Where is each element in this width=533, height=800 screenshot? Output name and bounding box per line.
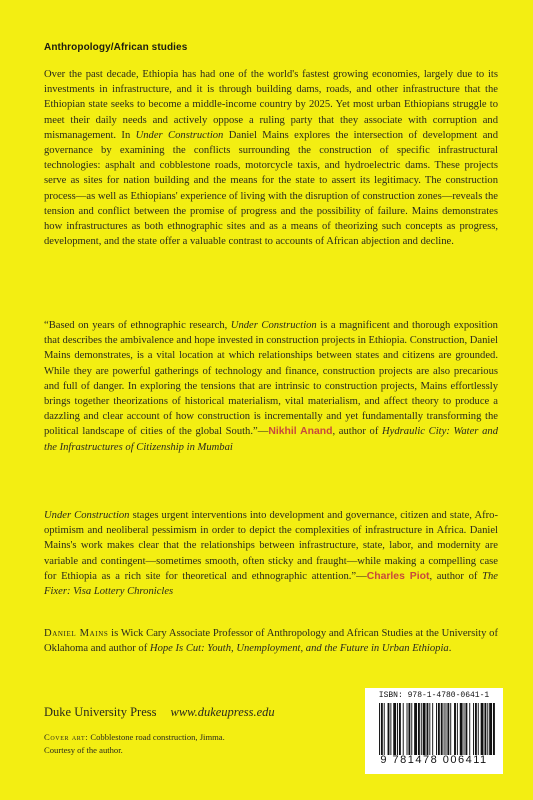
barcode-bar: [465, 703, 467, 755]
endorsement-1-endorser-book: Hydraulic City: Water and the Infrastructures of Citizenship in Mumbai: [44, 426, 499, 453]
barcode-bar: [450, 703, 451, 755]
endorser-name-piot: Charles Piot: [366, 570, 430, 582]
barcode-bar: [393, 703, 396, 755]
endorsement-2-text: stages urgent interventions into development and governance, citizen and state, Afro-optimism and neoliberal pessimism in order to depict the complexities of infrastructure in Africa. Daniel Mains's work makes clear that the relationships between infrastructure, state, labor, and modernity are variable and contingent—sometimes smooth, often sticky and fraught—while making a compelling case for Ethiopia as a rich site for theoretical and ethnographic attention.”—: [44, 510, 498, 582]
isbn-label: ISBN: 978-1-4780-0641-1: [378, 691, 490, 700]
category-label: Anthropology/African studies: [44, 42, 188, 53]
barcode-bar: [381, 703, 383, 755]
barcode-bar: [423, 703, 426, 755]
barcode-bar: [384, 703, 385, 755]
cover-credit-label: Cover art:: [44, 732, 89, 742]
barcode-bar: [407, 703, 408, 755]
publisher-url: www.dukeupress.edu: [170, 705, 275, 719]
barcode-bar: [473, 703, 474, 755]
barcode-bar: [388, 703, 390, 755]
description-book-title: Under Construction: [135, 129, 224, 141]
barcode-bar: [441, 703, 443, 755]
barcode-bar: [447, 703, 449, 755]
barcode-bar: [418, 703, 420, 755]
endorsement-2-book-title: Under Construction: [44, 510, 130, 521]
author-name: Daniel Mains: [44, 628, 109, 639]
barcode-bar: [403, 703, 404, 755]
endorser-name-anand: Nikhil Anand: [268, 426, 333, 438]
description-text-1: Over the past decade, Ethiopia has had one of the world's fastest growing economies, largely due to its investments in infrastructure, and it is through building dams, roads, and other infrastructure that the Ethiopian state seeks to become a middle-income country by 2025. Yet most urban Ethiopians struggle to meet their daily needs and actively oppose a ruling party that they associate with corruption and mismanagement. In: [44, 69, 498, 141]
barcode-bar: [436, 703, 437, 755]
endorsement-piot: [44, 508, 498, 599]
barcode-digits: 9 781478 006411: [380, 754, 488, 766]
book-description: [44, 67, 498, 249]
barcode: [365, 688, 503, 774]
barcode-bars: [379, 703, 495, 755]
barcode-bar: [478, 703, 479, 755]
barcode-bar: [475, 703, 477, 755]
author-bio-text: is Wick Cary Associate Professor of Anthropology and African Studies at the University of Oklahoma and author of: [44, 628, 498, 655]
barcode-bar: [408, 703, 410, 755]
barcode-bar: [484, 703, 486, 755]
barcode-bar: [379, 703, 380, 755]
barcode-bar: [481, 703, 484, 755]
cover-credit-courtesy: Courtesy of the author.: [44, 745, 123, 755]
endorsement-2-author-of: , author of: [429, 570, 483, 582]
barcode-bar: [399, 703, 401, 755]
barcode-bar: [397, 703, 398, 755]
barcode-bar: [414, 703, 417, 755]
barcode-bar: [390, 703, 391, 755]
endorsement-anand: [44, 318, 498, 455]
cover-credit-text: Cobblestone road construction, Jimma.: [88, 732, 225, 742]
description-text-2: Daniel Mains explores the intersection of development and governance by examining the conflicts surrounding the construction of specific infrastructural technologies: asphalt and cobblestone roads, motorcycle taxis, and hydroelectric dams. These projects serve as sites for nation building and the means for the state to assert its legitimacy. The construction process—as well as Ethiopians' experience of living with the disruption of construction zones—reveals the tension and conflict between the promise of progress and the possibility of failure. Mains demonstrates how infrastructures as both ethnographic sites and as a means of theorizing such concepts as progress, development, and the state offer a valuable contrast to accounts of African abjection and decline.: [44, 129, 498, 248]
author-bio-end: .: [448, 643, 452, 655]
barcode-bar: [464, 703, 465, 755]
endorsement-1-author-of: , author of: [332, 426, 383, 438]
barcode-bar: [438, 703, 440, 755]
endorsement-1-book-title: Under Construction: [230, 320, 317, 331]
publisher-name: Duke University Press: [44, 705, 157, 719]
barcode-bar: [444, 703, 445, 755]
cover-credit: [44, 731, 225, 757]
barcode-bar: [460, 703, 463, 755]
barcode-bar: [446, 703, 447, 755]
barcode-bar: [487, 703, 488, 755]
barcode-bar: [457, 703, 458, 755]
barcode-bar: [454, 703, 456, 755]
endorsement-2-endorser-book: The Fixer: Visa Lottery Chronicles: [44, 570, 498, 598]
author-bio: [44, 626, 498, 656]
barcode-bar: [432, 703, 433, 755]
endorsement-1-lead: “Based on years of ethnographic research,: [44, 320, 231, 331]
barcode-bar: [489, 703, 492, 755]
barcode-bar: [429, 703, 430, 755]
barcode-bar: [411, 703, 412, 755]
endorsement-1-text: is a magnificent and thorough exposition that describes the ambivalence and hope invested in construction projects in Ethiopia. Construction, Daniel Mains demonstrates, is a vital location at which relationships between states and citizens are grounded. While they are powerful gatherings of technology and finance, construction projects are also precarious and full of danger. In exploring the tensions that are intrinsic to construction projects, Mains effortlessly brings together theorizations of historical materialism, vital materialism, and affect theory to produce a dazzling and clear account of how construction is incrementally and yet fundamentally transforming the political landscape of cities of the global South.”—: [44, 320, 498, 438]
barcode-bar: [469, 703, 470, 755]
publisher-line: [44, 705, 275, 720]
barcode-bar: [493, 703, 495, 755]
author-other-book: Hope Is Cut: Youth, Unemployment, and the Future in Urban Ethiopia: [149, 643, 449, 655]
barcode-bar: [427, 703, 429, 755]
barcode-bar: [421, 703, 422, 755]
